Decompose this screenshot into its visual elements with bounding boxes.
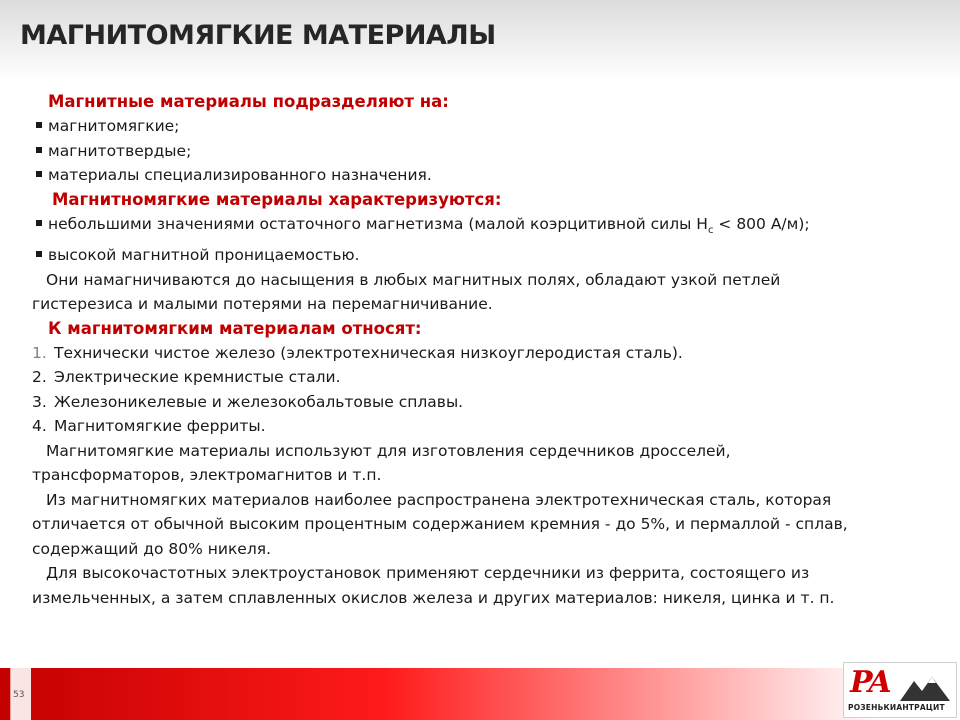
slide-content — [32, 90, 942, 610]
slide-title: МАГНИТОМЯГКИЕ МАТЕРИАЛЫ — [20, 20, 496, 51]
paragraph-line: гистерезиса и малыми потерями на перемагничивание. — [32, 295, 493, 314]
footer-bar — [0, 665, 960, 720]
section-heading-classification: Магнитные материалы подразделяют на: — [48, 92, 449, 111]
list-item: небольшими значениями остаточного магнетизма (малой коэрцитивной силы $H_c < 800$ А/м); — [32, 212, 942, 244]
mountain-icon — [900, 673, 950, 701]
paragraph-line: Для высокочастотных электроустановок применяют сердечники из феррита, состоящего из — [46, 564, 810, 583]
bullet-icon — [36, 147, 42, 153]
company-logo — [843, 662, 957, 718]
list-item: высокой магнитной проницаемостью. — [32, 243, 942, 268]
numbered-item: 4. Магнитомягкие ферриты. — [32, 417, 266, 436]
bullet-icon — [36, 171, 42, 177]
list-item: магнитомягкие; — [32, 114, 942, 139]
numbered-item: 2. Электрические кремнистые стали. — [32, 368, 341, 387]
list-item: материалы специализированного назначения. — [32, 163, 942, 188]
paragraph-line: Магнитомягкие материалы используют для изготовления сердечников дросселей, — [46, 441, 731, 460]
list-item: магнитотвердые; — [32, 139, 942, 164]
paragraph-line: измельченных, а затем сплавленных окислов железа и других материалов: никеля, цинка и т. п. — [32, 588, 835, 607]
slide-header — [0, 0, 960, 80]
paragraph-line: содержащий до 80% никеля. — [32, 539, 272, 558]
paragraph-line: отличается от обычной высоким процентным содержанием кремния - до 5%, и пермаллой - сплав, — [32, 515, 848, 534]
bullet-icon — [36, 251, 42, 257]
section-heading-characteristics: Магнитномягкие материалы характеризуются: — [52, 189, 502, 209]
bullet-icon — [36, 122, 42, 128]
section-heading-types: К магнитомягким материалам относят: — [48, 318, 422, 338]
bullet-icon — [36, 220, 42, 226]
page-number: 53 — [13, 690, 25, 700]
logo-mark: PA — [850, 665, 890, 700]
paragraph-line: трансформаторов, электромагнитов и т.п. — [32, 466, 382, 485]
numbered-item: 1. Технически чистое железо (электротехническая низкоуглеродистая сталь). — [32, 343, 683, 362]
paragraph-line: Они намагничиваются до насыщения в любых магнитных полях, обладают узкой петлей — [46, 270, 781, 289]
logo-text: РОЗЕНЬКИАНТРАЦИТ — [848, 703, 945, 712]
paragraph-line: Из магнитномягких материалов наиболее распространена электротехническая сталь, которая — [46, 490, 832, 509]
numbered-item: 3. Железоникелевые и железокобальтовые сплавы. — [32, 392, 464, 411]
